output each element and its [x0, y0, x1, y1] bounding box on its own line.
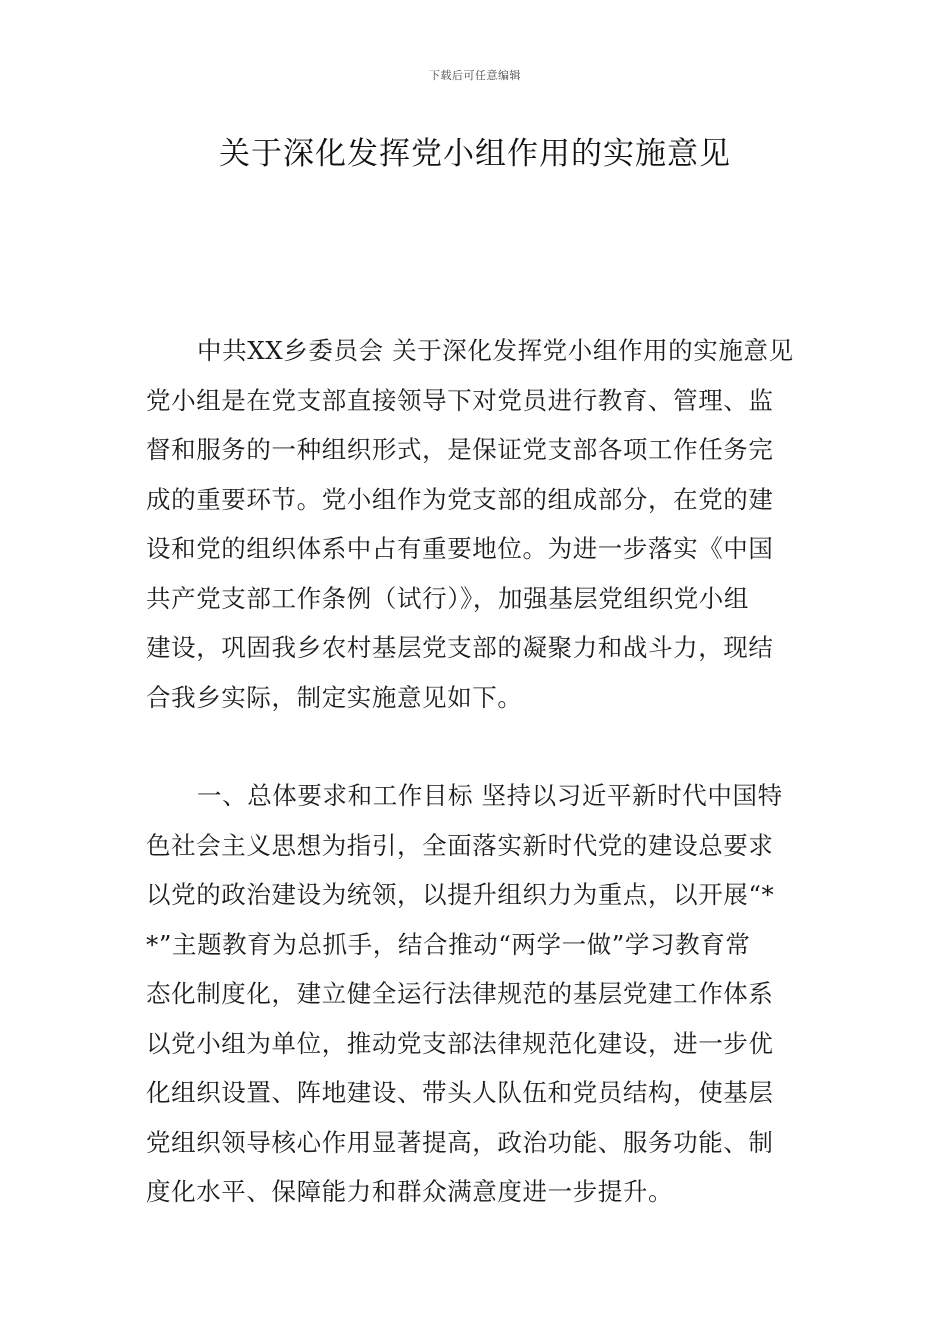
text-line: 党组织领导核心作用显著提高，政治功能、服务功能、制: [146, 1127, 774, 1157]
text-line: 督和服务的一种组织形式，是保证党支部各项工作任务完: [146, 435, 774, 464]
text-line: 中共XX乡委员会 关于深化发挥党小组作用的实施意见: [197, 336, 794, 365]
text-line: 色社会主义思想为指引，全面落实新时代党的建设总要求: [146, 830, 774, 860]
text-line: 一、总体要求和工作目标 坚持以习近平新时代中国特: [197, 781, 783, 810]
text-line: 成的重要环节。党小组作为党支部的组成部分，在党的建: [146, 484, 774, 514]
text-line: 合我乡实际，制定实施意见如下。: [146, 682, 523, 712]
text-line: 以党小组为单位，推动党支部法律规范化建设，进一步优: [146, 1028, 774, 1058]
text-line: 建设，巩固我乡农村基层党支部的凝聚力和战斗力，现结: [146, 633, 774, 662]
text-line: 以党的政治建设为统领，以提升组织力为重点，以开展“*: [146, 880, 775, 909]
text-line: 党小组是在党支部直接领导下对党员进行教育、管理、监: [146, 385, 774, 415]
text-line: 态化制度化，建立健全运行法律规范的基层党建工作体系: [146, 979, 774, 1008]
paragraph-section-one: [146, 771, 806, 1217]
text-line: 度化水平、保障能力和群众满意度进一步提升。: [146, 1177, 674, 1206]
text-line: 化组织设置、阵地建设、带头人队伍和党员结构，使基层: [146, 1078, 774, 1107]
text-line: *”主题教育为总抓手，结合推动“两学一做”学习教育常: [146, 929, 751, 959]
text-line: 设和党的组织体系中占有重要地位。为进一步落实《中国: [146, 534, 774, 563]
text-line: 共产党支部工作条例（试行）》，加强基层党组织党小组: [146, 583, 749, 613]
paragraph-intro: [146, 326, 806, 722]
header-note: 下载后可任意编辑: [429, 69, 521, 82]
document-title: 关于深化发挥党小组作用的实施意见: [219, 136, 731, 172]
